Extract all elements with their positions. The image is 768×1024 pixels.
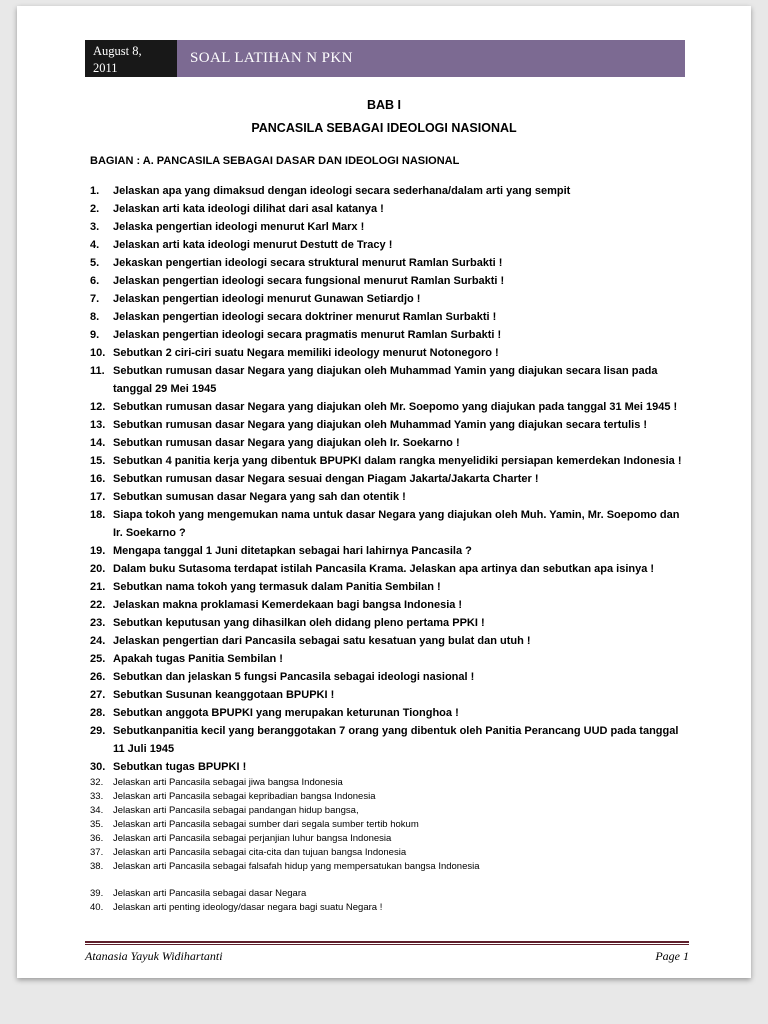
question-text: Sebutkan 2 ciri-ciri suatu Negara memiliki ideology menurut Notonegoro ! [113,347,499,359]
question-item [90,668,689,686]
footer-page-number: Page 1 [655,949,689,963]
question-item [90,182,689,200]
question-text: Jelaskan pengertian ideologi secara fungsional menurut Ramlan Surbakti ! [113,275,505,287]
question-item [90,860,689,874]
question-number: 12. [90,401,106,413]
question-text: Jelaskan arti Pancasila sebagai sumber dari segala sumber tertib hokum [113,819,419,830]
question-number: 10. [90,347,106,359]
question-item [90,254,689,272]
chapter-title: BAB I [366,98,402,112]
question-number: 29. [90,725,106,737]
question-item [90,758,689,776]
question-item [90,901,689,915]
question-text: Jelaskan pengertian ideologi secara pragmatis menurut Ramlan Surbakti ! [113,329,502,341]
question-number: 19. [90,545,106,557]
question-item [90,290,689,308]
question-number: 39. [90,888,104,899]
question-item [90,832,689,846]
question-number: 9. [90,329,100,341]
question-number: 7. [90,293,100,305]
document-header-title: SOAL LATIHAN N PKN [190,50,353,66]
question-text: Jelaskan pengertian dari Pancasila sebagai satu kesatuan yang bulat dan utuh ! [113,635,531,647]
question-text: Jelaskan arti Pancasila sebagai cita-cita dan tujuan bangsa Indonesia [113,847,407,858]
question-item [90,416,689,434]
question-text: Sebutkan nama tokoh yang termasuk dalam Panitia Sembilan ! [113,581,441,593]
question-item [90,578,689,596]
question-text: Mengapa tanggal 1 Juni ditetapkan sebagai hari lahirnya Pancasila ? [113,545,472,557]
question-item [90,596,689,614]
question-number: 25. [90,653,106,665]
question-item [90,650,689,668]
question-text: Jelaskan arti Pancasila sebagai perjanjian luhur bangsa Indonesia [113,833,392,844]
header-title-bar [177,40,685,77]
question-number: 38. [90,861,104,872]
question-number: 15. [90,455,106,467]
page-header [85,40,685,77]
question-item [90,488,689,506]
question-item [90,722,689,758]
question-item [90,542,689,560]
question-item [90,326,689,344]
question-item [90,434,689,452]
question-item [90,632,689,650]
question-item [90,218,689,236]
chapter-subtitle: PANCASILA SEBAGAI IDEOLOGI NASIONAL [251,121,517,135]
question-number: 30. [90,761,106,773]
question-number: 35. [90,819,104,830]
question-number: 2. [90,203,100,215]
question-number: 27. [90,689,106,701]
question-number: 6. [90,275,100,287]
question-item [90,776,689,790]
question-text: Sebutkan keputusan yang dihasilkan oleh didang pleno pertama PPKI ! [113,617,485,629]
question-item [90,790,689,804]
footer-text-row [85,945,689,964]
question-item [90,470,689,488]
question-text: Jelaskan arti Pancasila sebagai jiwa bangsa Indonesia [113,777,343,788]
question-number: 13. [90,419,106,431]
question-number: 28. [90,707,106,719]
document-page [17,6,751,978]
question-number: 34. [90,805,104,816]
question-text: Sebutkan tugas BPUPKI ! [113,761,247,773]
question-text: Jelaskan pengertian ideologi menurut Gunawan Setiardjo ! [113,293,421,305]
question-number: 26. [90,671,106,683]
question-item [90,308,689,326]
question-number: 1. [90,185,100,197]
question-text: Jelaskan arti Pancasila sebagai falsafah hidup yang mempersatukan bangsa Indonesia [113,861,480,872]
question-item [90,818,689,832]
question-number: 37. [90,847,104,858]
question-text: Dalam buku Sutasoma terdapat istilah Pancasila Krama. Jelaskan apa artinya dan sebutkan apa isinya ! [113,563,655,575]
question-item [90,614,689,632]
page-footer [85,941,689,964]
question-item [90,846,689,860]
question-text: Apakah tugas Panitia Sembilan ! [113,653,283,665]
question-number: 18. [90,509,106,521]
question-number: 40. [90,902,104,913]
question-number: 32. [90,777,104,788]
question-item [90,686,689,704]
question-item [90,804,689,818]
question-number: 16. [90,473,106,485]
question-number: 4. [90,239,100,251]
question-text: Jelaskan apa yang dimaksud dengan ideologi secara sederhana/dalam arti yang sempit [113,185,571,197]
question-number: 8. [90,311,100,323]
question-text: Sebutkan rumusan dasar Negara sesuai dengan Piagam Jakarta/Jakarta Charter ! [113,473,539,485]
question-item [90,560,689,578]
question-number: 36. [90,833,104,844]
question-text: Jelaskan arti kata ideologi dilihat dari asal katanya ! [113,203,384,215]
question-text: Sebutkanpanitia kecil yang beranggotakan 7 orang yang dibentuk oleh Panitia Perancang UUD pada tanggal 11 Juli 1945 [113,725,679,755]
question-number: 17. [90,491,106,503]
question-item [90,362,689,398]
question-text: Sebutkan rumusan dasar Negara yang diajukan oleh Muhammad Yamin yang diajukan secara tertulis ! [113,419,648,431]
question-text: Jelaskan arti Pancasila sebagai pandangan hidup bangsa, [113,805,359,816]
question-text: Jelaskan pengertian ideologi secara doktriner menurut Ramlan Surbakti ! [113,311,497,323]
question-number: 33. [90,791,104,802]
question-number: 11. [90,365,105,377]
question-item [90,452,689,470]
question-text: Sebutkan rumusan dasar Negara yang diajukan oleh Ir. Soekarno ! [113,437,460,449]
question-text: Jelaskan makna proklamasi Kemerdekaan bagi bangsa Indonesia ! [113,599,463,611]
question-number: 5. [90,257,100,269]
question-number: 3. [90,221,100,233]
question-text: Jelaskan arti penting ideology/dasar negara bagi suatu Negara ! [113,902,383,913]
question-text: Sebutkan Susunan keanggotaan BPUPKI ! [113,689,335,701]
section-heading: BAGIAN : A. PANCASILA SEBAGAI DASAR DAN IDEOLOGI NASIONAL [90,155,460,167]
question-item [90,272,689,290]
question-text: Jelaska pengertian ideologi menurut Karl Marx ! [113,221,365,233]
question-item [90,887,689,901]
footer-author: Atanasia Yayuk Widihartanti [85,949,223,963]
question-number: 23. [90,617,106,629]
header-date-line1: August 8, [93,44,142,58]
question-item [90,200,689,218]
question-text: Siapa tokoh yang mengemukan nama untuk dasar Negara yang diajukan oleh Muh. Yamin, Mr. Soepomo dan Ir. Soekarno ? [113,509,680,539]
question-text: Sebutkan 4 panitia kerja yang dibentuk BPUPKI dalam rangka menyelidiki persiapan kemerdekan Indonesia ! [113,455,682,467]
question-number: 21. [90,581,106,593]
header-date-line2: 2011 [93,60,118,75]
question-item [90,344,689,362]
question-text: Sebutkan rumusan dasar Negara yang diajukan oleh Mr. Soepomo yang diajukan pada tanggal 31 Mei 1945 ! [113,401,678,413]
question-item [90,704,689,722]
question-text: Sebutkan sumusan dasar Negara yang sah dan otentik ! [113,491,406,503]
question-text: Sebutkan dan jelaskan 5 fungsi Pancasila sebagai ideologi nasional ! [113,671,475,683]
header-date-box [85,40,177,77]
question-text: Jelaskan arti Pancasila sebagai kepribadian bangsa Indonesia [113,791,376,802]
question-item [90,506,689,542]
question-number: 14. [90,437,106,449]
chapter-title-block [17,94,751,140]
question-item [90,236,689,254]
question-text: Jelaskan arti kata ideologi menurut Destutt de Tracy ! [113,239,393,251]
question-item [90,398,689,416]
question-number: 22. [90,599,106,611]
question-text: Sebutkan anggota BPUPKI yang merupakan keturunan Tionghoa ! [113,707,459,719]
question-list [90,182,689,915]
question-text: Jelaskan arti Pancasila sebagai dasar Negara [113,888,307,899]
question-number: 20. [90,563,106,575]
question-text: Sebutkan rumusan dasar Negara yang diajukan oleh Muhammad Yamin yang diajukan secara lisan pada tanggal 29 Mei 1945 [113,365,658,395]
question-number: 24. [90,635,106,647]
question-text: Jekaskan pengertian ideologi secara struktural menurut Ramlan Surbakti ! [113,257,503,269]
